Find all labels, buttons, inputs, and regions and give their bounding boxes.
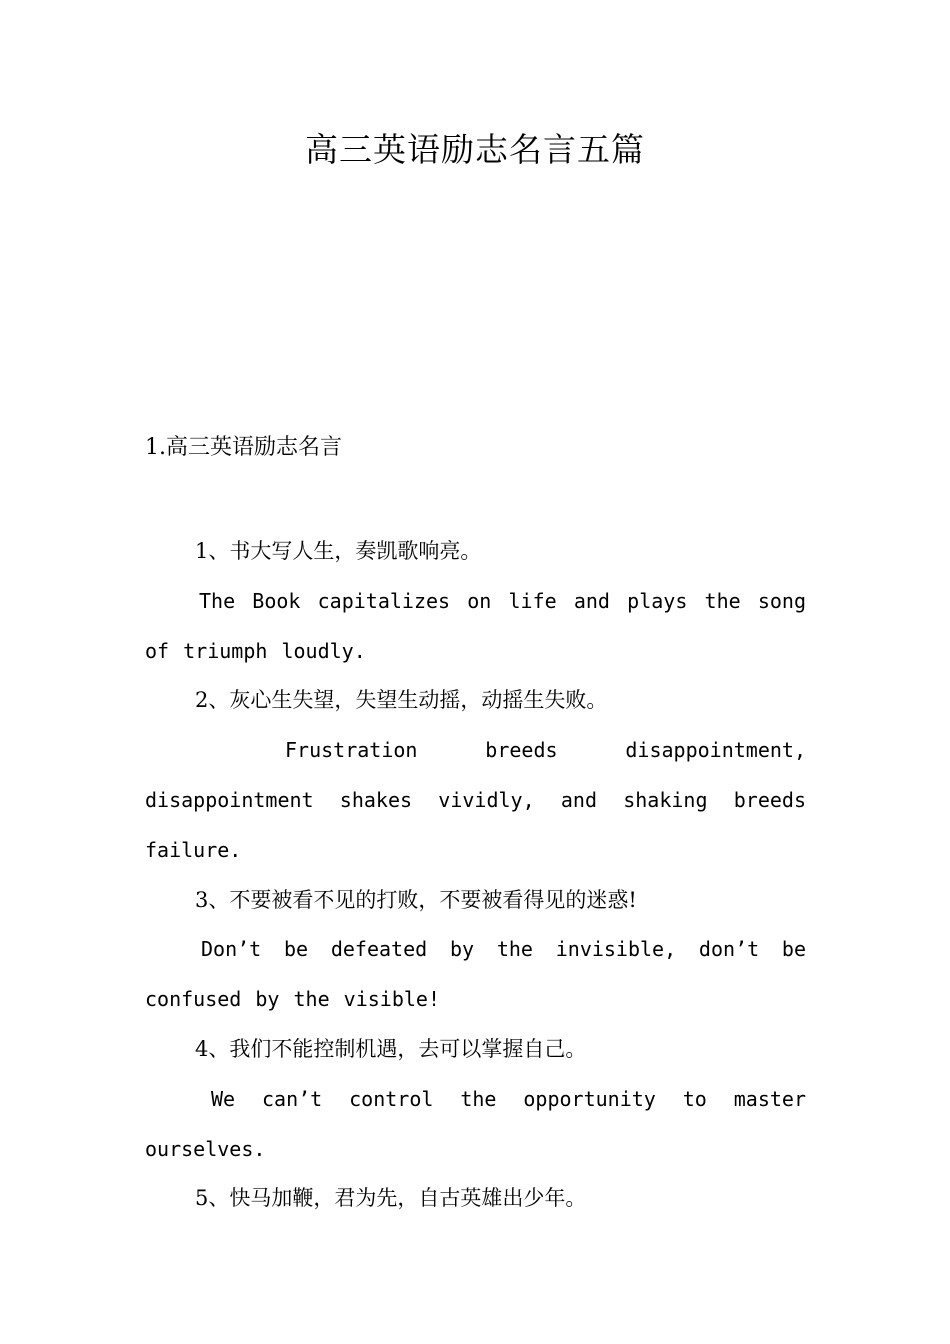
quote-chinese: 3、不要被看不见的打败，不要被看得见的迷惑! (195, 887, 637, 912)
quote-item (145, 676, 806, 875)
quote-english: The Book capitalizes on life and plays the song of triumph loudly. (145, 588, 806, 663)
document-title: 高三英语励志名言五篇 (305, 130, 645, 169)
quote-chinese: 2、灰心生失望，失望生动摇，动摇生失败。 (195, 688, 608, 713)
quote-item (145, 527, 806, 676)
quote-item (145, 876, 806, 1025)
quote-chinese: 1、书大写人生，奏凯歌响亮。 (195, 539, 482, 563)
quote-chinese: 5、快马加鞭，君为先，自古英雄出少年。 (195, 1186, 587, 1211)
quote-chinese: 4、我们不能控制机遇，去可以掌握自己。 (195, 1036, 587, 1061)
quote-item (145, 1025, 806, 1174)
quote-english: Don’t be defeated by the invisible, don’t be confused by the visible! (145, 937, 806, 1012)
section-heading: 1.高三英语励志名言 (145, 435, 342, 460)
quote-english: We can’t control the opportunity to master ourselves. (145, 1086, 806, 1161)
quote-list (145, 527, 806, 1224)
quote-english: Frustration breeds disappointment, disappointment shakes vividly, and shaking breeds failure. (145, 738, 806, 862)
quote-item (145, 1174, 806, 1224)
